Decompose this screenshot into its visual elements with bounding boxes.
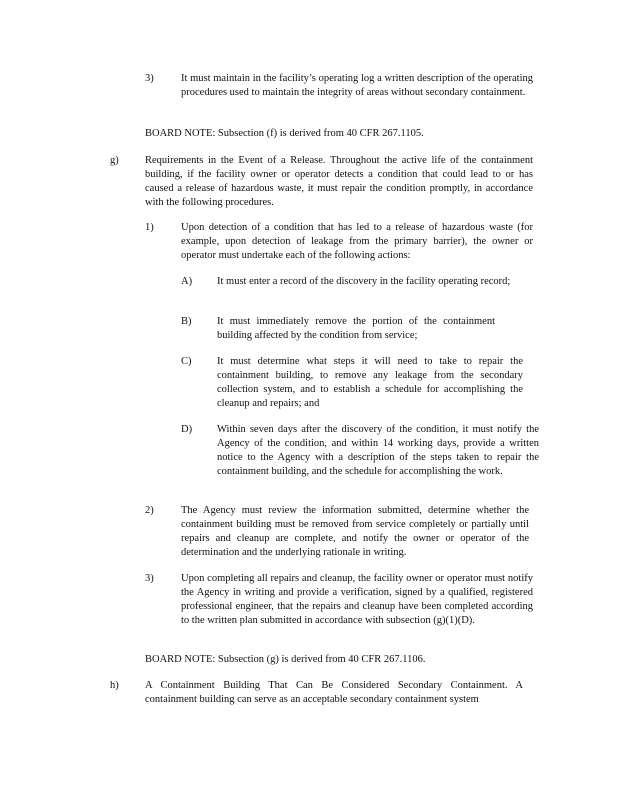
item-g-1-D-label: D) <box>181 424 193 435</box>
item-g-1-A-label: A) <box>181 276 193 287</box>
item-g-3-label: 3) <box>145 573 154 584</box>
item-g-1-C-label: C) <box>181 356 192 367</box>
item-g-2-text: The Agency must review the information submitted, determine whether the containment building must be removed from service completely or partially until repairs and cleanup are complete, and notify the owner or operator of the determination and the underlying rationale in writing. <box>181 505 529 558</box>
item-f-3-text: It must maintain in the facility’s operating log a written description of the operating procedures used to maintain the integrity of areas without secondary containment. <box>181 73 533 98</box>
item-g-label: g) <box>110 155 119 166</box>
item-g-1-label: 1) <box>145 222 154 233</box>
item-g-1-D-text: Within seven days after the discovery of the condition, it must notify the Agency of the condition, and within 14 working days, provide a written notice to the Agency with a description of the steps taken to repair the containment building, and the schedule for accomplishing the work. <box>217 424 539 477</box>
board-note-f: BOARD NOTE: Subsection (f) is derived from 40 CFR 267.1105. <box>145 128 424 139</box>
item-g-2-label: 2) <box>145 505 154 516</box>
board-note-g: BOARD NOTE: Subsection (g) is derived from 40 CFR 267.1106. <box>145 654 426 665</box>
item-g-1-text: Upon detection of a condition that has led to a release of hazardous waste (for example, upon detection of leakage from the primary barrier), the owner or operator must undertake each of the following actions: <box>181 222 533 261</box>
item-g-1-C-text: It must determine what steps it will need to take to repair the containment building, to remove any leakage from the secondary collection system, and to establish a schedule for accomplishing the cleanup and repairs; and <box>217 356 523 409</box>
item-g-text: Requirements in the Event of a Release. Throughout the active life of the containment building, if the facility owner or operator detects a condition that could lead to or has caused a release of hazardous waste, it must repair the condition promptly, in accordance with the following procedures. <box>145 155 533 208</box>
item-g-1-B-label: B) <box>181 316 192 327</box>
item-h-label: h) <box>110 680 119 691</box>
item-h-text: A Containment Building That Can Be Considered Secondary Containment. A containment building can serve as an acceptable secondary containment system <box>145 680 523 705</box>
item-g-1-A-text: It must enter a record of the discovery in the facility operating record; <box>217 276 511 287</box>
item-f-3-label: 3) <box>145 73 154 84</box>
item-g-1-B-text: It must immediately remove the portion of the containment building affected by the condition from service; <box>217 316 495 341</box>
item-g-3-text: Upon completing all repairs and cleanup, the facility owner or operator must notify the Agency in writing and provide a verification, signed by a qualified, registered professional engineer, that the repairs and cleanup have been completed according to the written plan submitted in accordance with subsection (g)(1)(D). <box>181 573 533 626</box>
